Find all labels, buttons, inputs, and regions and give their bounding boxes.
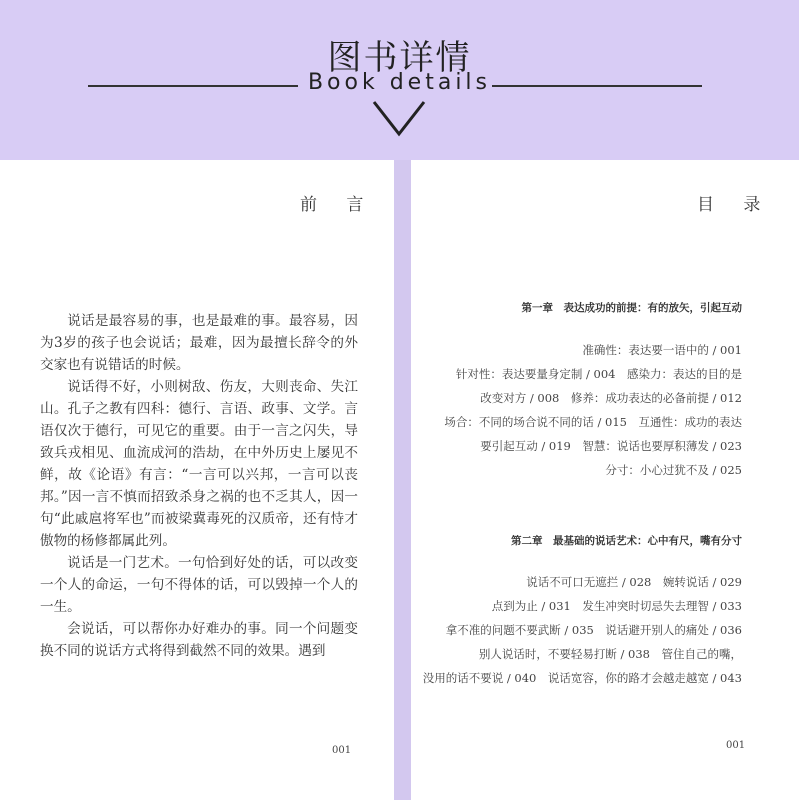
chevron-down-icon [372, 98, 426, 138]
left-page-number: 001 [332, 745, 352, 756]
toc-entry: 分寸：小心过犹不及 / 025 [605, 463, 742, 477]
preface-paragraph: 说话得不好，小则树敌、伤友，大则丧命、失江山。孔子之教有四科：德行、言语、政事、文学。言语仅次于德行，可见它的重要。由于一言之闪失，导致兵戎相见、血流成河的浩劫，在中外历史上屡见不鲜，故《论语》有言：“一言可以兴邦，一言可以丧邦。”因一言不慎而招致杀身之祸的也不乏其人，因一句“此戚扈将军也”而被梁冀毒死的汉质帝，还有恃才傲物的杨修都属此列。 [40, 379, 358, 549]
right-page [411, 160, 799, 800]
toc-entry: 别人说话时，不要轻易打断 / 038 管住自己的嘴， [478, 647, 742, 661]
preface-body [40, 310, 358, 662]
toc-chapter-title: 第二章 最基础的说话艺术：心中有尺，嘴有分寸 [511, 535, 742, 547]
toc-heading: 目 录 [697, 195, 773, 215]
header-title-cn: 图书详情 [327, 38, 472, 78]
toc-entry: 针对性：表达要量身定制 / 004 感染力：表达的目的是 [455, 367, 742, 381]
toc-entry: 场合：不同的场合说不同的话 / 015 互通性：成功的表达 [444, 415, 742, 429]
toc-entry: 拿不准的问题不要武断 / 035 说话避开别人的痛处 / 036 [445, 623, 742, 637]
header-title-en: Book details [307, 70, 492, 95]
preface-paragraph: 说话是最容易的事，也是最难的事。最容易，因为3岁的孩子也会说话；最难，因为最擅长辞令的外交家也有说错话的时候。 [40, 313, 358, 373]
header-rule-right [492, 85, 702, 87]
toc-entry: 说话不可口无遮拦 / 028 婉转说话 / 029 [526, 575, 742, 589]
header-banner [0, 0, 799, 160]
right-page-number: 001 [726, 740, 746, 751]
preface-heading: 前 言 [300, 195, 376, 215]
toc-entry: 要引起互动 / 019 智慧：说话也要厚积薄发 / 023 [480, 439, 742, 453]
preface-paragraph: 说话是一门艺术。一句恰到好处的话，可以改变一个人的命运，一句不得体的话，可以毁掉一个人的一生。 [40, 555, 358, 615]
toc-entry: 点到为止 / 031 发生冲突时切忌失去理智 / 033 [491, 599, 742, 613]
page-divider [394, 160, 411, 800]
toc-chapter-title: 第一章 表达成功的前提：有的放矢，引起互动 [521, 302, 742, 314]
toc-entry: 改变对方 / 008 修养：成功表达的必备前提 / 012 [480, 391, 742, 405]
preface-paragraph: 会说话，可以帮你办好难办的事。同一个问题变换不同的说话方式将得到截然不同的效果。遇到 [40, 621, 358, 659]
toc-entry: 没用的话不要说 / 040 说话宽容，你的路才会越走越宽 / 043 [422, 671, 742, 685]
toc-entry: 准确性：表达要一语中的 / 001 [582, 343, 742, 357]
